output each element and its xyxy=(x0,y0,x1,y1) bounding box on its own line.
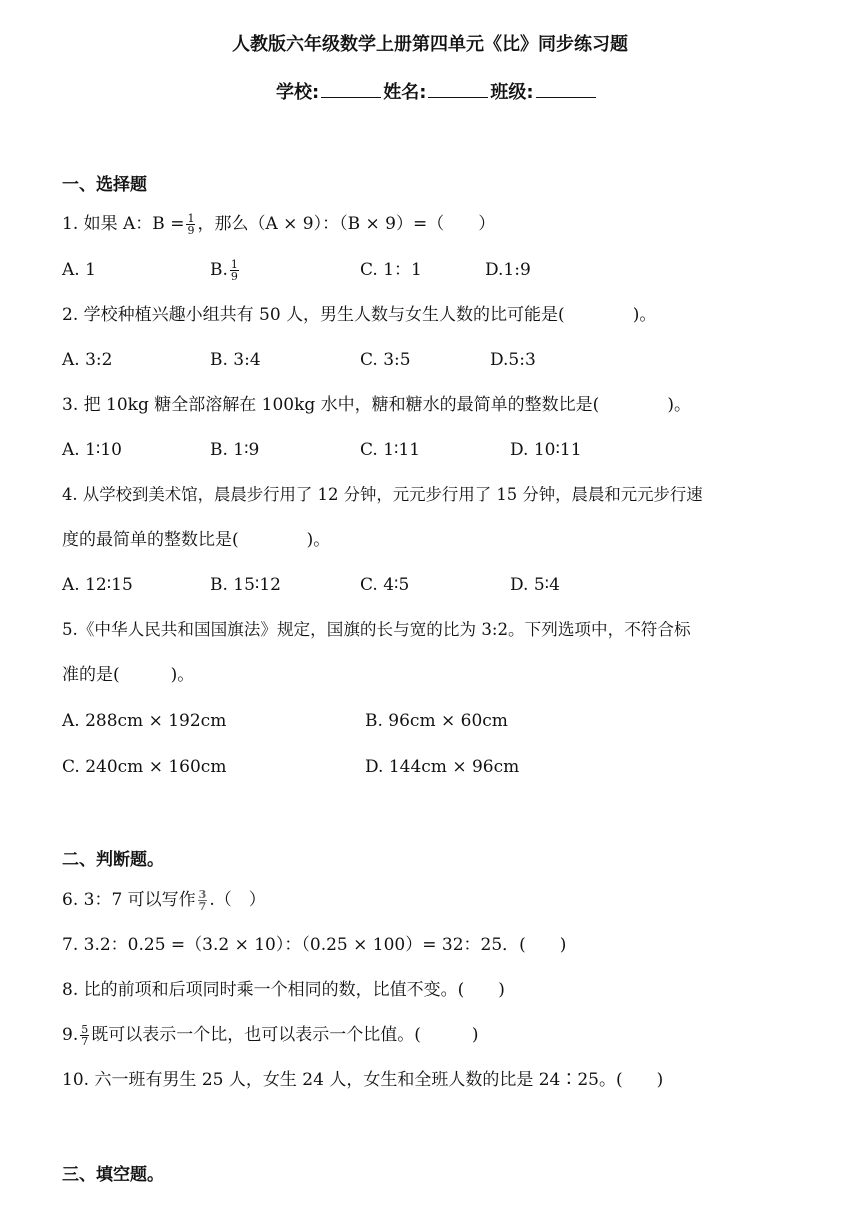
q5-option-d[interactable]: D. 144cm × 96cm xyxy=(365,757,520,777)
question-6 xyxy=(62,888,266,912)
question-8: 8. 比的前项和后项同时乘一个相同的数，比值不变。( ) xyxy=(62,980,505,1000)
q4-option-b[interactable]: B. 15∶12 xyxy=(210,575,281,595)
q9-frac-num: 5 xyxy=(81,1023,89,1036)
section-choice-heading: 一、选择题 xyxy=(62,175,147,195)
q1-option-d[interactable]: D.1:9 xyxy=(485,260,531,280)
q9-text-post: 既可以表示一个比，也可以表示一个比值。( ) xyxy=(91,1025,479,1045)
q6-text-post: .（ ） xyxy=(209,890,266,910)
q1-b-frac-den: 9 xyxy=(230,270,238,283)
section-judgement-heading: 二、判断题。 xyxy=(62,850,164,870)
q4-option-a[interactable]: A. 12∶15 xyxy=(62,575,133,595)
q1-frac-den: 9 xyxy=(187,224,195,237)
q1-text-pre: 1. 如果 A：B = xyxy=(62,214,185,234)
q6-frac-num: 3 xyxy=(198,888,207,901)
question-9 xyxy=(62,1023,479,1047)
q6-fraction xyxy=(198,889,208,912)
question-7: 7. 3.2：0.25 =（3.2 × 10）：（0.25 × 100）= 32：25．( ) xyxy=(62,935,567,955)
q1-option-b-label: B. xyxy=(210,260,228,280)
q9-fraction xyxy=(80,1024,89,1047)
q4-option-d[interactable]: D. 5∶4 xyxy=(510,575,560,595)
q1-option-b-fraction xyxy=(230,259,239,282)
question-5-line-2: 准的是( )。 xyxy=(62,665,195,685)
q2-option-a[interactable]: A. 3:2 xyxy=(62,350,113,370)
q1-b-frac-num: 1 xyxy=(230,258,238,271)
q1-option-c[interactable]: C. 1：1 xyxy=(360,260,422,280)
q6-text-pre: 6. 3：7 可以写作 xyxy=(62,890,196,910)
q9-text-pre: 9. xyxy=(62,1025,79,1045)
q1-option-a[interactable]: A. 1 xyxy=(62,260,96,280)
q4-option-c[interactable]: C. 4∶5 xyxy=(360,575,410,595)
student-info-line xyxy=(276,78,598,104)
q3-option-b[interactable]: B. 1∶9 xyxy=(210,440,260,460)
q3-option-d[interactable]: D. 10∶11 xyxy=(510,440,582,460)
school-blank[interactable] xyxy=(321,83,381,98)
q5-option-a[interactable]: A. 288cm × 192cm xyxy=(62,711,227,731)
class-label: 班级: xyxy=(490,82,534,103)
q2-option-b[interactable]: B. 3:4 xyxy=(210,350,261,370)
question-4-line-2: 度的最简单的整数比是( )。 xyxy=(62,530,331,550)
page-title: 人教版六年级数学上册第四单元《比》同步练习题 xyxy=(232,34,628,55)
q2-option-d[interactable]: D.5:3 xyxy=(490,350,536,370)
q5-option-c[interactable]: C. 240cm × 160cm xyxy=(62,757,227,777)
section-fill-heading: 三、填空题。 xyxy=(62,1165,164,1185)
question-3: 3. 把 10kg 糖全部溶解在 100kg 水中，糖和糖水的最简单的整数比是( )。 xyxy=(62,395,691,415)
name-label: 姓名: xyxy=(383,82,427,103)
question-5-line-1: 5.《中华人民共和国国旗法》规定，国旗的长与宽的比为 3:2。下列选项中，不符合标 xyxy=(62,620,691,639)
q1-frac-num: 1 xyxy=(187,212,195,225)
class-blank[interactable] xyxy=(536,83,596,98)
q2-option-c[interactable]: C. 3:5 xyxy=(360,350,411,370)
question-1 xyxy=(62,212,495,236)
school-label: 学校: xyxy=(276,82,320,103)
q6-frac-den: 7 xyxy=(198,900,207,913)
question-4-line-1: 4. 从学校到美术馆，晨晨步行用了 12 分钟，元元步行用了 15 分钟，晨晨和元元步行速 xyxy=(62,485,703,504)
q5-option-b[interactable]: B. 96cm × 60cm xyxy=(365,711,508,731)
q1-option-b[interactable] xyxy=(210,258,241,282)
q3-option-c[interactable]: C. 1∶11 xyxy=(360,440,421,460)
q1-fraction xyxy=(186,213,195,236)
question-10: 10. 六一班有男生 25 人，女生 24 人，女生和全班人数的比是 24∶25。( ) xyxy=(62,1070,664,1090)
q1-text-post: ，那么（A × 9）：（B × 9）=（ ） xyxy=(197,214,496,234)
name-blank[interactable] xyxy=(428,83,488,98)
q9-frac-den: 7 xyxy=(81,1035,89,1048)
question-2: 2. 学校种植兴趣小组共有 50 人，男生人数与女生人数的比可能是( )。 xyxy=(62,305,657,325)
q3-option-a[interactable]: A. 1∶10 xyxy=(62,440,122,460)
